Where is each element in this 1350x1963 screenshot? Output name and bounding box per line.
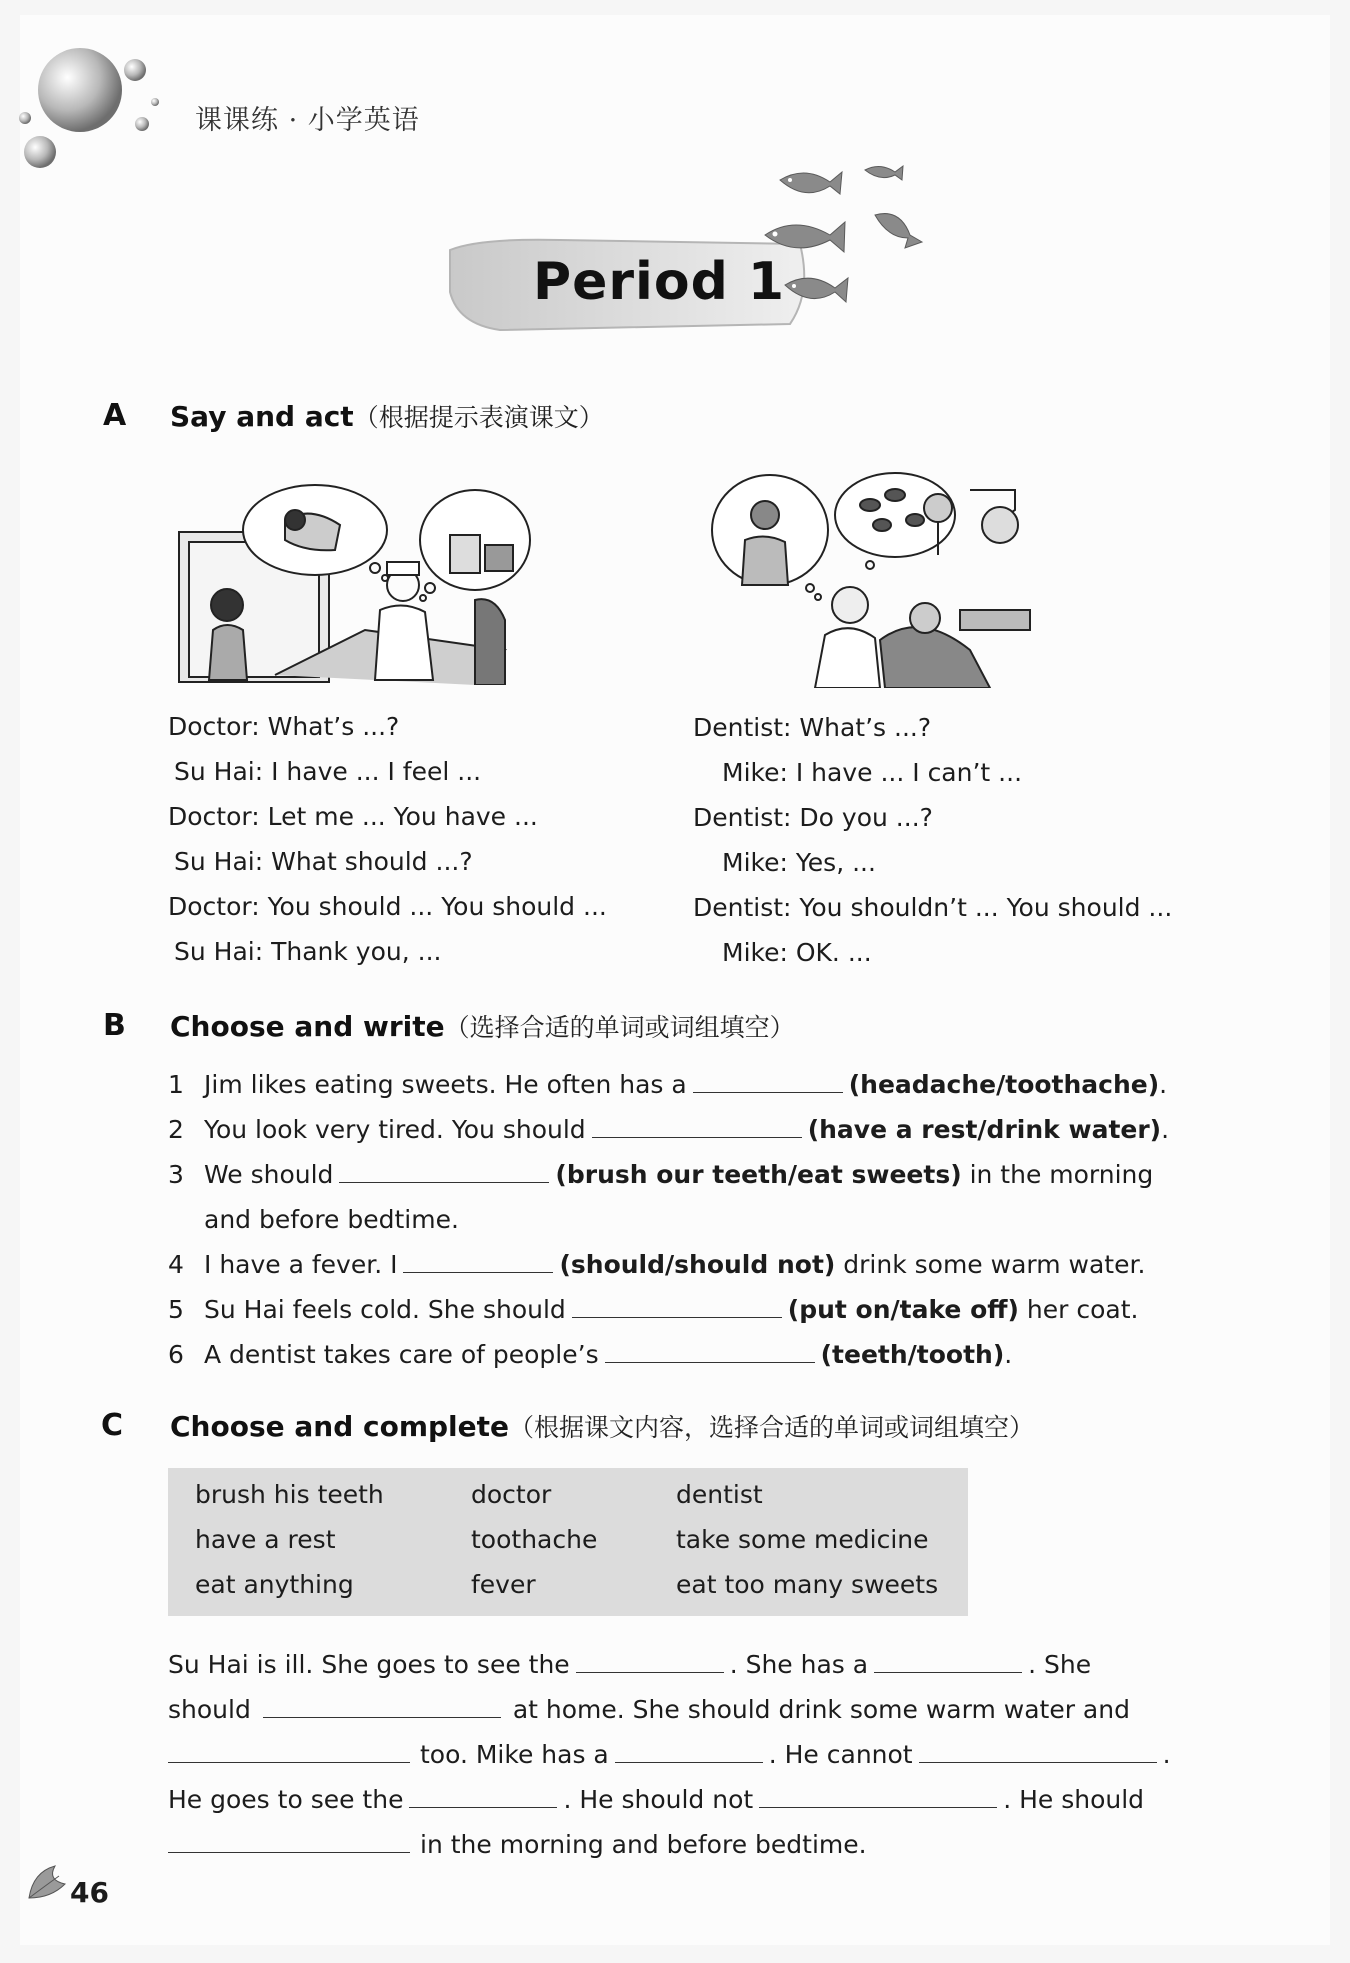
- passage-line-4: [168, 1785, 1144, 1815]
- passage-text: . He should not: [563, 1785, 754, 1814]
- item-number: 2: [168, 1115, 184, 1144]
- dentist-illustration: [710, 470, 1040, 688]
- exercise-b-item-1: [168, 1070, 1167, 1100]
- dialogue-line: Su Hai: I have ... I feel ...: [174, 757, 482, 786]
- exercise-b-item-6: [168, 1340, 1012, 1370]
- section-c-title: Choose and complete: [170, 1410, 509, 1443]
- answer-blank[interactable]: [403, 1250, 553, 1273]
- passage-line-3: [168, 1740, 1171, 1770]
- exercise-b-item-4: [168, 1250, 1145, 1280]
- item-options: (put on/take off): [787, 1295, 1019, 1324]
- item-options: (headache/toothache): [848, 1070, 1160, 1099]
- section-c-letter: C: [101, 1408, 124, 1443]
- exercise-b-item-3: [168, 1160, 1153, 1190]
- word-bank-item: fever: [471, 1570, 536, 1599]
- dialogue-line: Dentist: Do you ...?: [693, 803, 933, 832]
- passage-text: in the morning and before bedtime.: [420, 1830, 867, 1859]
- item-text: You look very tired. You should: [204, 1115, 586, 1144]
- item-number: 1: [168, 1070, 184, 1099]
- section-b-title: Choose and write: [170, 1010, 445, 1043]
- word-bank-item: brush his teeth: [195, 1480, 384, 1509]
- answer-blank[interactable]: [263, 1695, 501, 1718]
- item-text: .: [1004, 1340, 1013, 1369]
- answer-blank[interactable]: [339, 1160, 549, 1183]
- section-a-title: Say and act: [170, 400, 354, 433]
- item-number: 4: [168, 1250, 184, 1279]
- word-bank-item: have a rest: [195, 1525, 336, 1554]
- leaf-icon: [25, 1862, 71, 1902]
- dialogue-line: Doctor: Let me ... You have ...: [168, 802, 538, 831]
- item-text: drink some warm water.: [835, 1250, 1146, 1279]
- passage-text: . She has a: [729, 1650, 869, 1679]
- word-bank-item: doctor: [471, 1480, 552, 1509]
- section-b-letter: B: [103, 1008, 126, 1043]
- item-options: (teeth/tooth): [820, 1340, 1005, 1369]
- item-number: 3: [168, 1160, 184, 1189]
- item-number: 6: [168, 1340, 184, 1369]
- answer-blank[interactable]: [576, 1650, 724, 1673]
- answer-blank[interactable]: [572, 1295, 782, 1318]
- passage-text: Su Hai is ill. She goes to see the: [168, 1650, 570, 1679]
- item-text: .: [1159, 1070, 1168, 1099]
- answer-blank[interactable]: [919, 1740, 1157, 1763]
- passage-line-5: [168, 1830, 867, 1860]
- passage-text: He goes to see the: [168, 1785, 404, 1814]
- item-text: We should: [204, 1160, 334, 1189]
- exercise-b-item-5: [168, 1295, 1138, 1325]
- item-text: I have a fever. I: [204, 1250, 398, 1279]
- dialogue-line: Mike: OK. ...: [722, 938, 872, 967]
- dialogue-line: Su Hai: What should ...?: [174, 847, 473, 876]
- item-options: (should/should not): [559, 1250, 836, 1279]
- answer-blank[interactable]: [592, 1115, 802, 1138]
- item-options: (have a rest/drink water): [807, 1115, 1162, 1144]
- dialogue-line: Dentist: You shouldn’t ... You should ...: [693, 893, 1173, 922]
- passage-text: should: [168, 1695, 251, 1724]
- section-a-note: （根据提示表演课文）: [353, 403, 604, 432]
- section-b-heading: [170, 1008, 795, 1044]
- word-bank-item: eat too many sweets: [676, 1570, 939, 1599]
- doctor-illustration: [175, 480, 545, 685]
- dialogue-line: Mike: Yes, ...: [722, 848, 876, 877]
- answer-blank[interactable]: [168, 1740, 410, 1763]
- dialogue-line: Su Hai: Thank you, ...: [174, 937, 442, 966]
- passage-text: . He cannot: [768, 1740, 913, 1769]
- passage-text: . She: [1028, 1650, 1092, 1679]
- bubbles-decoration: [15, 40, 165, 180]
- item-text: her coat.: [1018, 1295, 1139, 1324]
- word-bank-item: take some medicine: [676, 1525, 929, 1554]
- passage-text: .: [1162, 1740, 1171, 1769]
- answer-blank[interactable]: [605, 1340, 815, 1363]
- dialogue-line: Doctor: What’s ...?: [168, 712, 400, 741]
- word-bank-item: eat anything: [195, 1570, 354, 1599]
- item-text: .: [1161, 1115, 1170, 1144]
- answer-blank[interactable]: [874, 1650, 1022, 1673]
- item-text: in the morning: [961, 1160, 1154, 1189]
- item-text: A dentist takes care of people’s: [204, 1340, 599, 1369]
- section-c-heading: [170, 1408, 1034, 1444]
- item-options: (brush our teeth/eat sweets): [555, 1160, 962, 1189]
- fish-decoration: [760, 160, 930, 340]
- exercise-b-item-3-cont: and before bedtime.: [204, 1205, 459, 1234]
- word-bank-item: dentist: [676, 1480, 763, 1509]
- section-b-note: （选择合适的单词或词组填空）: [444, 1013, 795, 1042]
- item-number: 5: [168, 1295, 184, 1324]
- passage-text: . He should: [1003, 1785, 1145, 1814]
- answer-blank[interactable]: [615, 1740, 763, 1763]
- item-text: Su Hai feels cold. She should: [204, 1295, 566, 1324]
- passage-text: too. Mike has a: [420, 1740, 609, 1769]
- book-title: 课课练 · 小学英语: [195, 105, 420, 136]
- page-number: 46: [70, 1876, 109, 1909]
- passage-line-1: [168, 1650, 1091, 1680]
- item-text: Jim likes eating sweets. He often has a: [204, 1070, 687, 1099]
- dialogue-line: Doctor: You should ... You should ...: [168, 892, 607, 921]
- answer-blank[interactable]: [168, 1830, 410, 1853]
- passage-text: at home. She should drink some warm water and: [512, 1695, 1130, 1724]
- period-title: Period 1: [533, 252, 786, 312]
- exercise-b-item-2: [168, 1115, 1169, 1145]
- dialogue-line: Mike: I have ... I can’t ...: [722, 758, 1023, 787]
- passage-line-2: [168, 1695, 1130, 1725]
- section-a-heading: [170, 398, 604, 434]
- answer-blank[interactable]: [409, 1785, 557, 1808]
- answer-blank[interactable]: [759, 1785, 997, 1808]
- dialogue-line: Dentist: What’s ...?: [693, 713, 932, 742]
- section-c-note: （根据课文内容，选择合适的单词或词组填空）: [509, 1413, 1035, 1442]
- section-a-letter: A: [103, 398, 127, 433]
- word-bank: [168, 1468, 968, 1616]
- answer-blank[interactable]: [693, 1070, 843, 1093]
- word-bank-item: toothache: [471, 1525, 598, 1554]
